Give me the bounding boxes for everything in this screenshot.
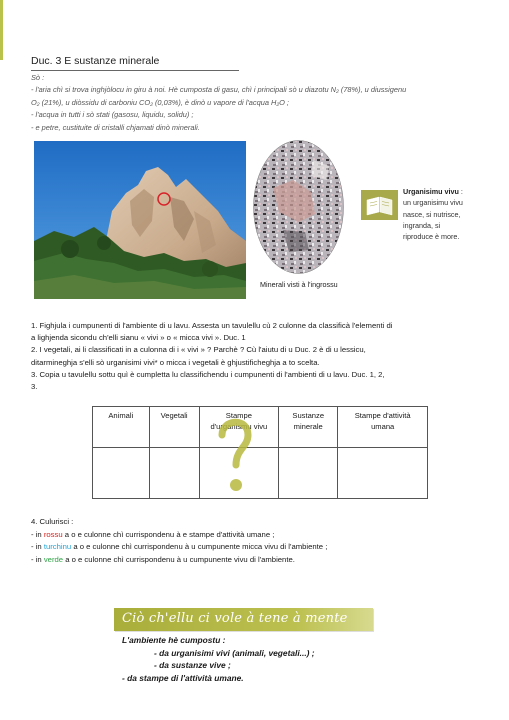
header-text: Sustanze minerale — [292, 411, 325, 431]
colouring-rest: a o e culonne chì currispondenu à u cumpunente vivu di l'ambiente. — [63, 554, 295, 564]
colouring-prefix: - in — [31, 542, 44, 552]
colouring-item — [31, 554, 327, 567]
open-book-icon — [361, 190, 398, 220]
memo-body — [122, 634, 315, 684]
instruction-line: 2. I vegetali, ai li classificati in a culonna di i « vivi » ? Parchè ? Cù l'aiutu di u Duc. 2 è di u lessicu, — [31, 345, 366, 355]
memo-line: - da stampe di l'attività umane. — [122, 672, 244, 683]
memo-banner — [114, 608, 373, 631]
doc-line: - e petre, custituite di cristalli chjamati dinò minerali. — [31, 122, 200, 132]
definition-line: nasce, si nutrisce, — [403, 209, 461, 219]
doc-line: - l'acqua in tutti i sò stati (gasosu, liquidu, solidu) ; — [31, 110, 194, 120]
header-text: Stampe d'attività umana — [354, 411, 411, 431]
table-cell[interactable] — [338, 448, 428, 499]
table-cell[interactable] — [279, 448, 338, 499]
document-title: Duc. 3 E sustanze minerale — [31, 55, 160, 67]
colouring-item — [31, 529, 327, 542]
exercise-instructions — [31, 320, 481, 393]
memo-line: - da sustanze vive ; — [154, 660, 231, 671]
colour-word-blue: turchinu — [43, 542, 72, 552]
memo-title: Ciò ch'ellu ci vole à tene à mente — [122, 611, 348, 626]
header-text: Animali — [108, 411, 134, 420]
colouring-prefix: - in — [31, 554, 44, 564]
definition-line: ingranda, si — [403, 220, 441, 230]
definition-heading: Urganisimu vivu — [403, 187, 459, 196]
table-row — [93, 448, 428, 499]
column-header-stampe-attivita — [338, 407, 428, 448]
definition-box — [403, 186, 483, 242]
definition-line: un urganisimu vivu — [403, 198, 463, 208]
classification-table — [92, 406, 428, 499]
granite-magnified-photo — [253, 140, 344, 274]
rocky-mountain-photo — [34, 141, 246, 299]
table-header-row — [93, 407, 428, 448]
colour-word-red: rossu — [43, 529, 63, 539]
question-mark-icon — [216, 413, 254, 495]
colouring-item — [31, 541, 327, 554]
colouring-section — [31, 516, 327, 566]
granite-caption: Minerali visti à l'ingrossu — [260, 280, 338, 289]
column-header-sustanze — [279, 407, 338, 448]
memo-line: - da urganisimi vivi (animali, vegetali...) ; — [154, 647, 315, 658]
header-text: Vegetali — [160, 411, 188, 420]
column-header-animali — [93, 407, 150, 448]
document-text — [31, 72, 476, 134]
instruction-line: 3. — [31, 382, 38, 392]
definition-line: riproduce è more. — [403, 232, 460, 242]
table-cell[interactable] — [93, 448, 150, 499]
column-header-vegetali — [149, 407, 199, 448]
definition-heading-suffix: : — [458, 187, 463, 196]
header-text: Stampe d'urganismu vivu — [210, 411, 268, 431]
instruction-line: a lighjenda sicondu ch'elli sianu « vivi » o « micca vivi ». Duc. 1 — [31, 333, 246, 343]
instruction-line: ditarmineghja s'elli sò urganisimi vivi* o micca i vegetali è ghjustificheghja a to scelta. — [31, 357, 320, 367]
colouring-rest: a o e culonne chì currispondenu à u cumpunente micca vivu di l'ambiente ; — [71, 542, 328, 552]
doc-line: - l'aria chì si trova inghjòlocu in giru à noi. Hè cumposta di gasu, chì i principali sò u diazotu N₂ (78%), u diussigenu — [31, 85, 407, 95]
instruction-line: 3. Copia u tavulellu sottu quì è cumpletta lu classifichendu i cumpunenti di l'ambienti di u lavu. Duc. 1, 2, — [31, 369, 385, 379]
memo-line: L'ambiente hè cumpostu : — [122, 635, 226, 645]
title-rule — [31, 70, 239, 71]
table-cell[interactable] — [149, 448, 199, 499]
colouring-rest: a o e culonne chì currispondenu à e stampe d'attività umane ; — [62, 529, 275, 539]
page-corner-mark — [0, 0, 3, 60]
doc-line: O₂ (21%), u diòssidu di carboniu CO₂ (0,03%), è dinò u vapore di l'acqua H₂O ; — [31, 97, 289, 107]
instruction-line: 1. Fighjula i cumpunenti di l'ambiente di u lavu. Assesta un tavulellu cù 2 culonne da classificà l'elementi di — [31, 321, 393, 330]
colour-word-green: verde — [43, 554, 64, 564]
colouring-prefix: - in — [31, 529, 44, 539]
colouring-heading: 4. Culurisci : — [31, 517, 74, 526]
doc-line: Sò : — [31, 73, 45, 82]
